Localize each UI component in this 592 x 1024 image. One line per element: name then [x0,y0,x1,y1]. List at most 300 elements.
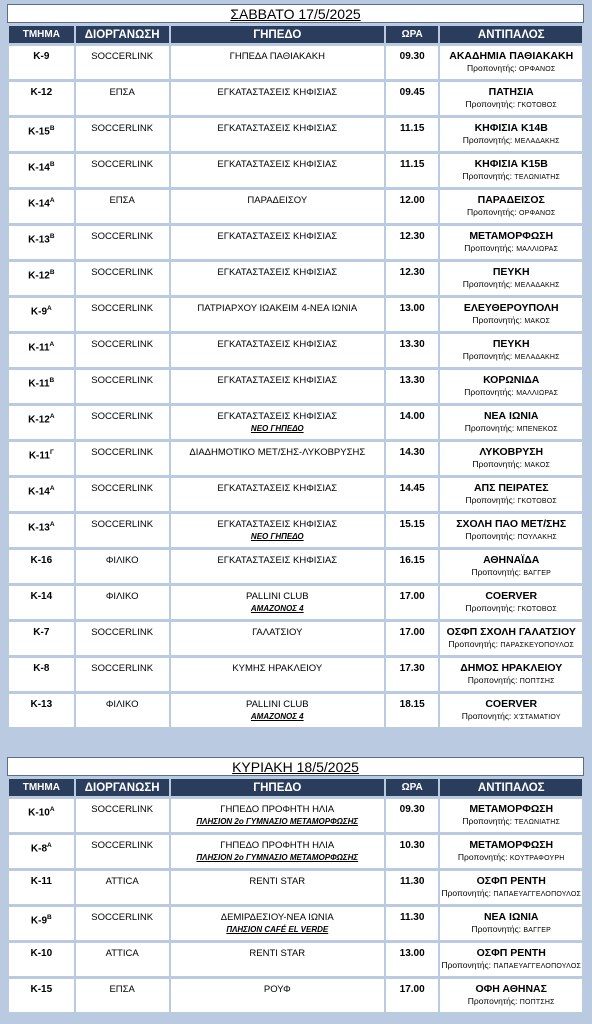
dept-label [9,907,74,927]
field-name: ΕΓΚΑΤΑΣΤΑΣΕΙΣ ΚΗΦΙΣΙΑΣ [217,87,338,98]
field-cell [171,262,384,295]
coach-label: Προπονητής: [441,888,492,898]
dept-label [9,694,74,711]
dept-group: Α [49,806,55,813]
coach-line [440,314,582,328]
header-time: ΩΡΑ [386,779,439,796]
coach-name: ΠΑΠΑΕΥΑΓΓΕΛΟΠΟΥΛΟΣ [493,963,582,970]
coach-line [440,923,582,937]
time-cell [386,622,439,655]
time-cell [386,550,439,583]
coach-line [440,674,582,688]
table-row [9,622,582,655]
organization-label: SOCCERLINK [91,411,154,422]
organization-label: SOCCERLINK [91,123,154,134]
dept-label [9,514,74,534]
dept-cell [9,658,74,691]
opponent-name: ΝΕΑ ΙΩΝΙΑ [483,410,539,422]
match-time: 13.30 [399,339,425,350]
organization-cell [76,694,169,727]
table-header [9,26,582,43]
coach-line [440,98,582,112]
dept-code: Κ-15 [28,126,50,138]
day-title-saturday: ΣΑΒΒΑΤΟ 17/5/2025 [7,4,584,23]
field-cell [171,799,384,832]
table-row [9,118,582,151]
field-name: ΚΥΜΗΣ ΗΡΑΚΛΕΙΟΥ [232,663,323,674]
opponent-cell [440,154,582,187]
coach-label: Προπονητής: [462,351,513,361]
organization-cell [76,442,169,475]
time-cell [386,514,439,547]
dept-label [9,550,74,567]
opponent-cell [440,370,582,403]
dept-code: Κ-10 [30,948,53,959]
coach-line [440,887,582,901]
field-name: ΕΓΚΑΤΑΣΤΑΣΕΙΣ ΚΗΦΙΣΙΑΣ [217,519,338,530]
dept-cell [9,979,74,1012]
dept-group: Γ [49,449,54,456]
dept-cell [9,46,74,79]
coach-label: Προπονητής: [467,63,517,73]
dept-label [9,622,74,639]
field-name: ΕΓΚΑΤΑΣΤΑΣΕΙΣ ΚΗΦΙΣΙΑΣ [217,231,338,242]
opponent-name: ΛΥΚΟΒΡΥΣΗ [479,446,544,458]
header-organization: ΔΙΟΡΓΑΝΩΣΗ [76,779,169,796]
coach-line [440,62,582,76]
dept-code: Κ-13 [28,234,50,246]
time-cell [386,406,439,439]
field-cell [171,622,384,655]
dept-cell [9,478,74,511]
opponent-cell [440,835,582,868]
field-cell [171,442,384,475]
opponent-cell [440,190,582,223]
coach-name: ΓΚΟΤΟΒΟΣ [517,498,557,505]
field-cell [171,190,384,223]
opponent-name: COERVER [485,698,538,710]
match-time: 12.30 [399,231,425,242]
table-row [9,190,582,223]
organization-label: SOCCERLINK [91,231,154,242]
table-row [9,943,582,976]
organization-cell [76,979,169,1012]
coach-label: Προπονητής: [465,495,516,505]
coach-name: ΠΑΡΑΣΚΕΥΟΠΟΥΛΟΣ [500,642,575,649]
table-row [9,907,582,940]
coach-label: Προπονητής: [464,423,515,433]
coach-label: Προπονητής: [471,924,522,934]
coach-name: ΜΕΛΑΔΑΚΗΣ [514,354,560,361]
dept-cell [9,442,74,475]
header-time: ΩΡΑ [386,26,439,43]
dept-code: Κ-8 [33,663,50,674]
time-cell [386,154,439,187]
table-row [9,334,582,367]
coach-label: Προπονητής: [462,816,512,826]
opponent-cell [440,658,582,691]
field-cell [171,154,384,187]
field-name: ΕΓΚΑΤΑΣΤΑΣΕΙΣ ΚΗΦΙΣΙΑΣ [217,375,338,386]
table-row [9,82,582,115]
field-cell [171,979,384,1012]
field-cell [171,478,384,511]
dept-label [9,82,74,99]
organization-cell [76,871,169,904]
dept-group: Α [49,521,55,528]
dept-label [9,943,74,960]
table-row [9,550,582,583]
dept-code: Κ-11 [28,378,50,390]
field-note: ΠΛΗΣΙΟΝ CAFÉ EL VERDE [226,925,329,934]
dept-group: Α [49,413,55,420]
field-cell [171,226,384,259]
dept-cell [9,262,74,295]
organization-cell [76,907,169,940]
field-name: ΓΗΠΕΔΟ ΠΡΟΦΗΤΗ ΗΛΙΑ [220,804,335,815]
field-name: ΕΓΚΑΤΑΣΤΑΣΕΙΣ ΚΗΦΙΣΙΑΣ [217,339,338,350]
dept-cell [9,799,74,832]
coach-line [440,422,582,436]
header-dept: ΤΜΗΜΑ [9,26,74,43]
match-time: 11.15 [399,159,425,170]
dept-group: Β [49,233,55,240]
time-cell [386,226,439,259]
coach-name: ΤΕΛΩΝΙΑΤΗΣ [514,174,561,181]
dept-label [9,118,74,138]
coach-name: ΓΚΟΤΟΒΟΣ [517,606,557,613]
field-cell [171,406,384,439]
field-name: RENTI STAR [249,948,306,959]
opponent-name: ΕΛΕΥΘΕΡΟΥΠΟΛΗ [463,302,559,314]
coach-name: ΜΕΛΑΔΑΚΗΣ [514,282,560,289]
time-cell [386,658,439,691]
dept-cell [9,82,74,115]
coach-line [440,242,582,256]
coach-label: Προπονητής: [465,531,516,541]
coach-line [440,134,582,148]
organization-label: SOCCERLINK [91,804,154,815]
match-time: 14.45 [399,483,425,494]
dept-label [9,799,74,819]
organization-cell [76,370,169,403]
opponent-cell [440,226,582,259]
opponent-cell [440,871,582,904]
opponent-cell [440,118,582,151]
coach-line [440,959,582,973]
opponent-cell [440,550,582,583]
organization-cell [76,478,169,511]
dept-group: Α [47,842,52,849]
coach-name: ΒΑΓΓΕΡ [523,927,551,934]
coach-name: ΠΟΥΛΑΚΗΣ [517,534,557,541]
dept-cell [9,226,74,259]
coach-line [440,206,582,220]
coach-label: Προπονητής: [472,459,522,469]
match-time: 14.00 [399,411,425,422]
dept-label [9,226,74,246]
organization-label: ΕΠΣΑ [109,195,135,206]
dept-code: Κ-12 [30,87,53,98]
coach-label: Προπονητής: [441,960,492,970]
field-cell [171,871,384,904]
field-note: ΑΜΑΖΟΝΟΣ 4 [250,604,304,613]
dept-code: Κ-10 [28,807,50,819]
field-name: ΓΑΛΑΤΣΙΟΥ [252,627,303,638]
field-note: ΝΕΟ ΓΗΠΕΔΟ [250,424,304,433]
table-row [9,658,582,691]
coach-name: ΟΡΦΑΝΟΣ [519,210,556,217]
coach-label: Προπονητής: [465,603,516,613]
dept-label [9,154,74,174]
opponent-name: ΜΕΤΑΜΟΡΦΩΣΗ [469,839,554,851]
time-cell [386,370,439,403]
field-name: ΕΓΚΑΤΑΣΤΑΣΕΙΣ ΚΗΦΙΣΙΑΣ [217,483,338,494]
table-row [9,262,582,295]
organization-cell [76,406,169,439]
match-time: 11.30 [399,876,425,887]
opponent-name: ΚΗΦΙΣΙΑ Κ15Β [474,158,548,170]
coach-line [440,638,582,652]
dept-label [9,406,74,426]
time-cell [386,835,439,868]
match-time: 16.15 [399,555,425,566]
coach-line [440,530,582,544]
organization-label: ΦΙΛΙΚΟ [105,591,139,602]
organization-cell [76,298,169,331]
organization-cell [76,82,169,115]
coach-line [440,386,582,400]
coach-name: ΜΑΚΟΣ [524,318,551,325]
time-cell [386,943,439,976]
organization-cell [76,334,169,367]
organization-cell [76,262,169,295]
table-header [9,779,582,796]
header-field: ΓΗΠΕΔΟ [171,26,384,43]
coach-line [440,458,582,472]
organization-cell [76,46,169,79]
dept-cell [9,871,74,904]
organization-label: ΕΠΣΑ [109,984,135,995]
field-cell [171,550,384,583]
field-cell [171,658,384,691]
header-opponent: ΑΝΤΙΠΑΛΟΣ [440,26,582,43]
organization-label: ATTICA [105,876,139,887]
opponent-name: ΟΣΦΠ ΡΕΝΤΗ [476,875,546,887]
dept-cell [9,334,74,367]
field-cell [171,334,384,367]
organization-cell [76,550,169,583]
time-cell [386,907,439,940]
table-row [9,799,582,832]
opponent-cell [440,799,582,832]
opponent-name: ΠΕΥΚΗ [492,266,530,278]
dept-cell [9,154,74,187]
coach-line [440,278,582,292]
opponent-cell [440,907,582,940]
table-row [9,478,582,511]
coach-name: Χ'ΣΤΑΜΑΤΙΟΥ [513,714,561,721]
field-cell [171,298,384,331]
table-row [9,871,582,904]
opponent-cell [440,406,582,439]
match-time: 11.15 [399,123,425,134]
coach-label: Προπονητής: [462,171,512,181]
dept-group: Β [49,161,55,168]
dept-label [9,979,74,996]
coach-name: ΜΑΛΛΙΩΡΑΣ [516,390,559,397]
dept-code: Κ-9 [30,915,48,927]
organization-cell [76,835,169,868]
organization-label: SOCCERLINK [91,159,154,170]
dept-code: Κ-12 [28,414,50,426]
match-time: 17.00 [399,627,425,638]
dept-label [9,298,74,318]
opponent-cell [440,943,582,976]
header-dept: ΤΜΗΜΑ [9,779,74,796]
coach-name: ΠΑΠΑΕΥΑΓΓΕΛΟΠΟΥΛΟΣ [493,891,582,898]
coach-name: ΠΟΠΤΣΗΣ [519,678,555,685]
time-cell [386,190,439,223]
match-time: 17.00 [399,591,425,602]
coach-name: ΜΕΛΑΔΑΚΗΣ [514,138,560,145]
dept-cell [9,550,74,583]
field-name: ΕΓΚΑΤΑΣΤΑΣΕΙΣ ΚΗΦΙΣΙΑΣ [217,411,338,422]
schedule-table-sunday [7,776,584,1015]
dept-label [9,262,74,282]
coach-line [440,995,582,1009]
organization-label: SOCCERLINK [91,483,154,494]
opponent-name: ΟΣΦΠ ΡΕΝΤΗ [476,947,546,959]
time-cell [386,979,439,1012]
match-time: 09.30 [399,51,425,62]
field-cell [171,586,384,619]
time-cell [386,799,439,832]
dept-label [9,835,74,855]
field-cell [171,835,384,868]
field-cell [171,370,384,403]
field-name: ΓΗΠΕΔΑ ΠΑΘΙΑΚΑΚΗ [229,51,325,62]
match-time: 17.00 [399,984,425,995]
dept-label [9,478,74,498]
header-opponent: ΑΝΤΙΠΑΛΟΣ [440,779,582,796]
dept-code: Κ-14 [30,591,53,602]
coach-name: ΒΑΓΓΕΡ [523,570,551,577]
opponent-cell [440,514,582,547]
opponent-cell [440,46,582,79]
dept-code: Κ-11 [28,342,50,354]
field-cell [171,943,384,976]
table-row [9,46,582,79]
organization-label: ΕΠΣΑ [109,87,135,98]
match-time: 12.30 [399,267,425,278]
time-cell [386,82,439,115]
dept-group: Β [47,914,52,921]
organization-label: SOCCERLINK [91,339,154,350]
coach-line [440,170,582,184]
time-cell [386,478,439,511]
time-cell [386,871,439,904]
coach-label: Προπονητής: [467,207,517,217]
dept-code: Κ-7 [33,627,50,638]
table-row [9,694,582,727]
match-time: 13.00 [399,948,425,959]
opponent-name: ΑΠΣ ΠΕΙΡΑΤΕΣ [473,482,549,494]
table-row [9,586,582,619]
table-row [9,154,582,187]
dept-group: Α [47,305,52,312]
opponent-cell [440,334,582,367]
field-name: ΠΑΡΑΔΕΙΣΟΥ [247,195,308,206]
dept-code: Κ-14 [28,162,50,174]
coach-line [440,815,582,829]
coach-name: ΜΑΛΛΙΩΡΑΣ [516,246,559,253]
opponent-cell [440,82,582,115]
opponent-name: COERVER [485,590,538,602]
time-cell [386,262,439,295]
dept-code: Κ-11 [30,876,52,887]
opponent-cell [440,979,582,1012]
organization-label: ΦΙΛΙΚΟ [105,555,139,566]
match-time: 13.30 [399,375,425,386]
opponent-cell [440,694,582,727]
opponent-name: ΟΣΦΠ ΣΧΟΛΗ ΓΑΛΑΤΣΙΟΥ [446,626,576,638]
dept-label [9,586,74,603]
field-cell [171,514,384,547]
match-time: 09.30 [399,804,425,815]
dept-cell [9,190,74,223]
time-cell [386,694,439,727]
dept-label [9,370,74,390]
dept-label [9,442,74,462]
match-time: 10.30 [399,840,425,851]
organization-cell [76,514,169,547]
dept-cell [9,118,74,151]
coach-line [440,602,582,616]
field-name: ΡΟΥΦ [263,984,291,995]
organization-cell [76,154,169,187]
opponent-name: ΟΦΗ ΑΘΗΝΑΣ [475,983,547,995]
organization-cell [76,658,169,691]
organization-cell [76,622,169,655]
field-name: ΔΙΑΔΗΜΟΤΙΚΟ ΜΕΤ/ΣΗΣ-ΛΥΚΟΒΡΥΣΗΣ [189,447,366,458]
dept-cell [9,514,74,547]
match-time: 11.30 [399,912,425,923]
dept-code: Κ-13 [30,699,53,710]
organization-label: SOCCERLINK [91,840,154,851]
opponent-name: ΔΗΜΟΣ ΗΡΑΚΛΕΙΟΥ [460,662,563,674]
opponent-name: ΚΗΦΙΣΙΑ Κ14Β [474,122,548,134]
coach-name: ΠΟΠΤΣΗΣ [519,999,555,1006]
day-title-sunday: ΚΥΡΙΑΚΗ 18/5/2025 [7,757,584,776]
organization-label: SOCCERLINK [91,663,154,674]
organization-label: SOCCERLINK [91,303,154,314]
opponent-cell [440,262,582,295]
organization-cell [76,190,169,223]
coach-line [440,851,582,865]
dept-code: Κ-14 [28,198,50,210]
dept-cell [9,370,74,403]
dept-label [9,871,74,888]
coach-label: Προπονητής: [462,135,513,145]
table-row [9,442,582,475]
coach-label: Προπονητής: [467,996,518,1006]
organization-label: SOCCERLINK [91,519,154,530]
dept-cell [9,586,74,619]
dept-label [9,46,74,63]
field-note: ΝΕΟ ΓΗΠΕΔΟ [250,532,304,541]
coach-name: ΓΚΟΤΟΒΟΣ [517,102,557,109]
